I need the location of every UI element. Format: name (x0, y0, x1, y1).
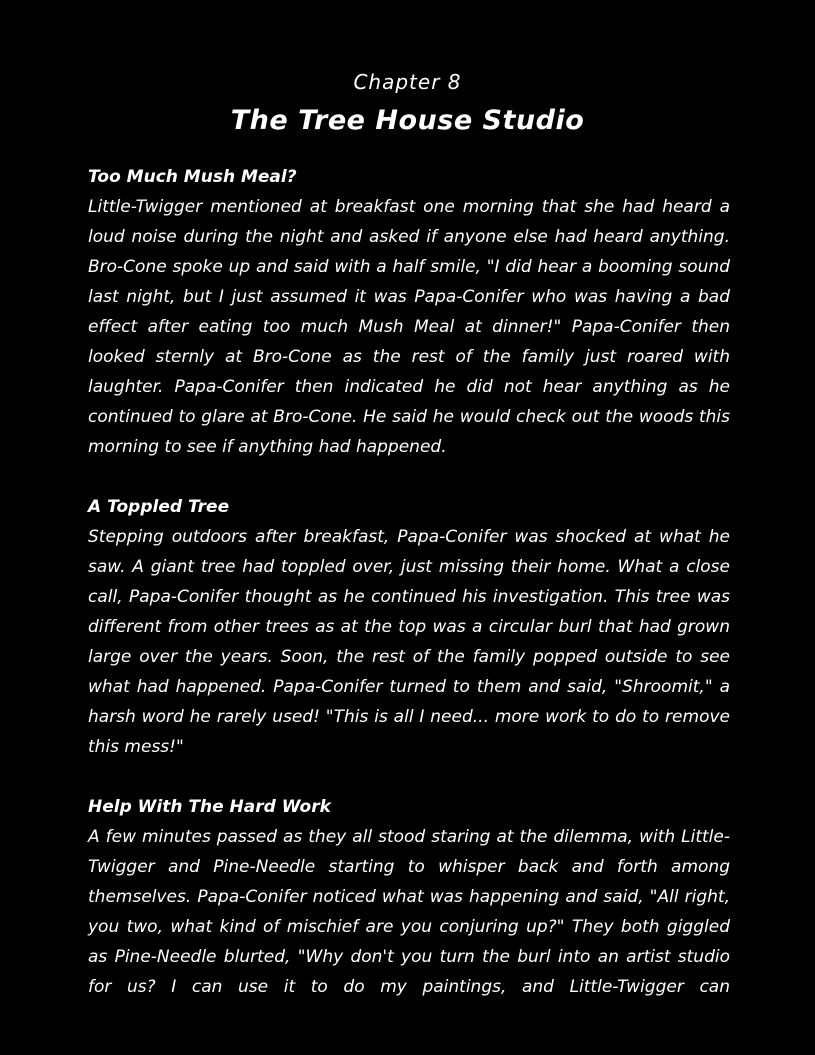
section-paragraph: Stepping outdoors after breakfast, Papa-Conifer was shocked at what he saw. A giant tree had toppled over, just missing their home. What a close call, Papa-Conifer thought as he continued his investigation. This tree was different from other trees as at the top was a circular burl that had grown large over the years. Soon, the rest of the family popped outside to see what had happened. Papa-Conifer turned to them and said, "Shroomit," a harsh word he rarely used! "This is all I need... more work to do to remove this mess!" (88, 527, 730, 757)
chapter-title: The Tree House Studio (230, 105, 585, 136)
section-heading: Help With The Hard Work (88, 797, 331, 817)
section-heading: Too Much Mush Meal? (88, 167, 297, 187)
section-help-with-the-hard-work (88, 792, 730, 1002)
section-paragraph: Little-Twigger mentioned at breakfast one morning that she had heard a loud noise during the night and asked if anyone else had heard anything. Bro-Cone spoke up and said with a half smile, "I did hear a booming sound last night, but I just assumed it was Papa-Conifer who was having a bad effect after eating too much Mush Meal at dinner!" Papa-Conifer then looked sternly at Bro-Cone as the rest of the family just roared with laughter. Papa-Conifer then indicated he did not hear anything as he continued to glare at Bro-Cone. He said he would check out the woods this morning to see if anything had happened. (88, 197, 730, 457)
section-a-toppled-tree (88, 492, 730, 762)
section-paragraph: A few minutes passed as they all stood staring at the dilemma, with Little-Twigger and Pine-Needle starting to whisper back and forth among themselves. Papa-Conifer noticed what was happening and said, "All right, you two, what kind of mischief are you conjuring up?" They both giggled as Pine-Needle blurted, "Why don't you turn the burl into an artist studio for us? I can use it to do my paintings, and Little-Twigger can (88, 827, 730, 997)
chapter-body (88, 162, 730, 1032)
section-too-much-mush-meal (88, 162, 730, 462)
chapter-number: Chapter 8 (353, 70, 462, 94)
section-heading: A Toppled Tree (88, 497, 230, 517)
